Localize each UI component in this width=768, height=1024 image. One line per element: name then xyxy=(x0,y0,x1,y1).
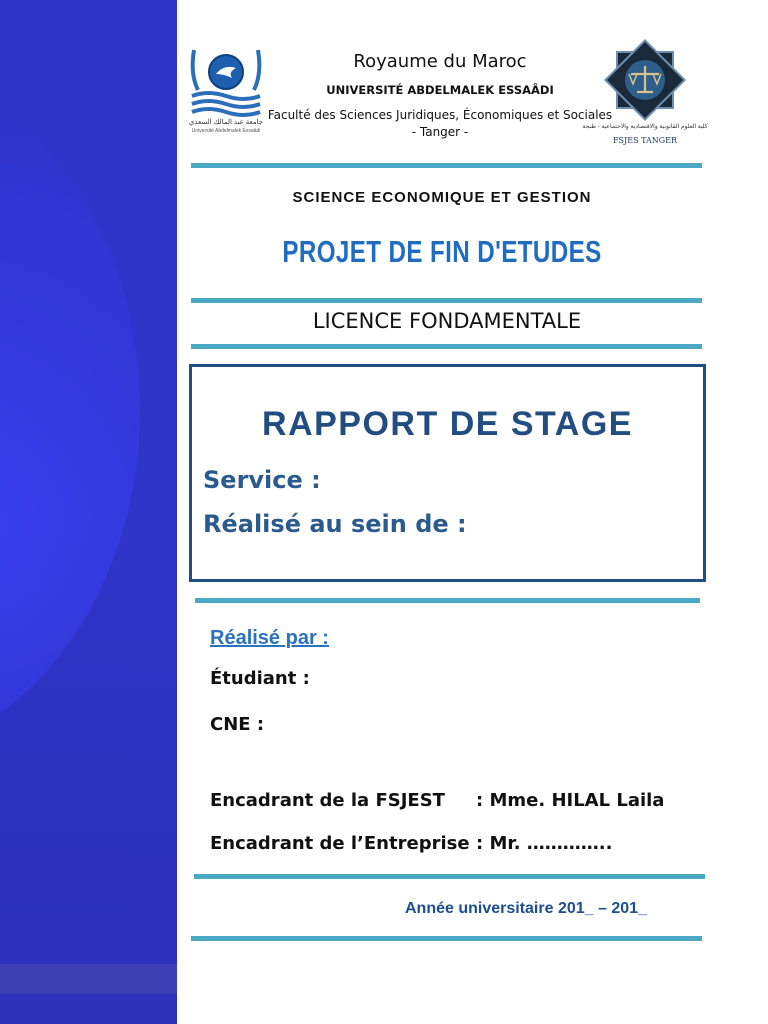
supervisor-company-label: Encadrant de l’Entreprise xyxy=(210,833,470,854)
university-logo xyxy=(188,44,264,134)
faculty-name: Faculté des Sciences Juridiques, Économiques et Sociales xyxy=(267,108,613,122)
sidebar-shade xyxy=(0,0,177,1024)
cne-label: CNE : xyxy=(210,714,265,735)
degree-title: LICENCE FONDAMENTALE xyxy=(312,309,582,333)
left-logo-caption: Université Abdelmalek Essaâdi xyxy=(191,128,261,134)
divider-rule xyxy=(194,874,705,879)
divider-rule xyxy=(191,298,702,303)
department-title: SCIENCE ECONOMIQUE ET GESTION xyxy=(292,189,592,206)
supervisor-school-value: : Mme. HILAL Laila xyxy=(476,790,665,811)
divider-rule xyxy=(191,344,702,349)
supervisor-company-value: : Mr. ………….. xyxy=(476,833,613,854)
service-label: Service : xyxy=(203,466,321,494)
right-logo-caption-ar: كلية العلوم القانونية والاقتصادية والاجتماعية - طنجة xyxy=(582,124,708,130)
student-label: Étudiant : xyxy=(210,668,310,689)
university-name: UNIVERSITÉ ABDELMALEK ESSAÂDI xyxy=(326,83,554,97)
divider-rule xyxy=(195,598,700,603)
left-logo-caption-ar: جامعة عبد المالك السعدي xyxy=(188,119,264,126)
faculty-logo xyxy=(582,42,708,150)
decorative-sidebar xyxy=(0,0,177,1024)
project-title: PROJET DE FIN D'ETUDES xyxy=(282,234,602,269)
academic-year: Année universitaire 201_ – 201_ xyxy=(405,900,647,917)
author-heading: Réalisé par : xyxy=(210,627,329,649)
sidebar-band xyxy=(0,964,177,994)
report-title: RAPPORT DE STAGE xyxy=(262,405,633,443)
company-label: Réalisé au sein de : xyxy=(203,510,467,538)
divider-rule xyxy=(191,936,702,941)
country-heading: Royaume du Maroc xyxy=(353,51,527,72)
supervisor-school-label: Encadrant de la FSJEST xyxy=(210,790,445,811)
divider-rule xyxy=(191,163,702,168)
right-logo-caption: FSJES TANGER xyxy=(612,136,678,145)
city-name: - Tanger - xyxy=(411,125,469,139)
